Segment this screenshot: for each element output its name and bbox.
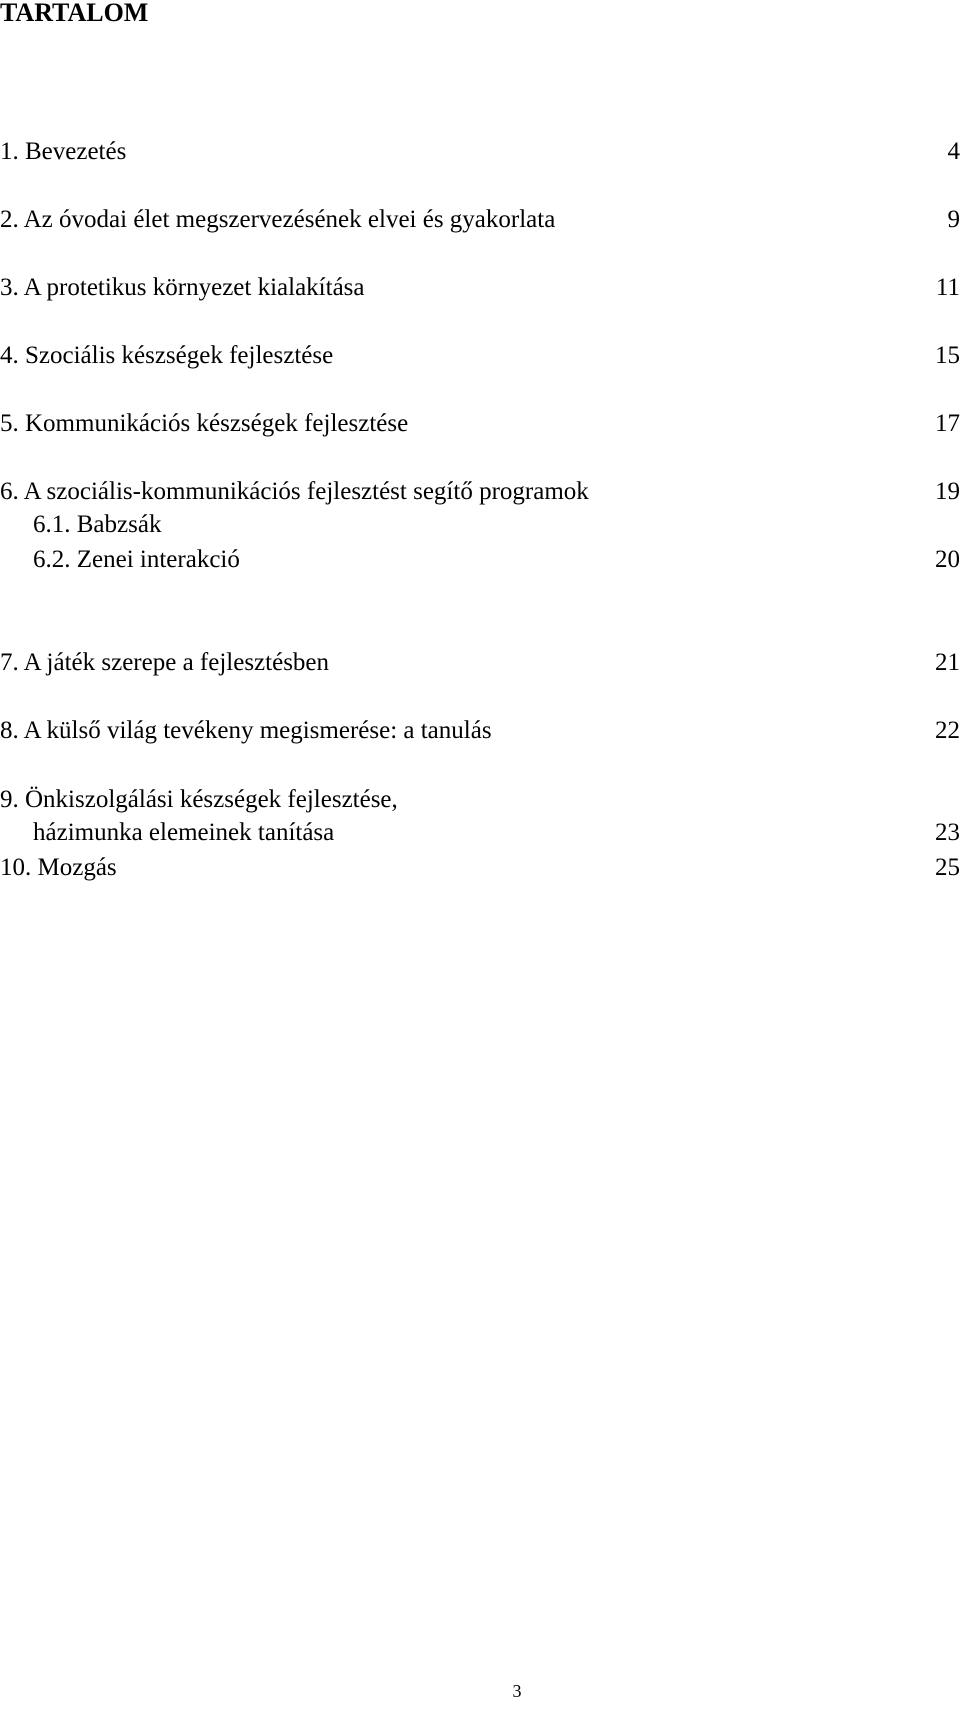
toc-entry-label: 8. A külső világ tevékeny megismerése: a tanulás <box>0 717 492 744</box>
toc-subentry <box>0 510 960 540</box>
page-number: 3 <box>512 1681 522 1701</box>
toc-entry-page: 19 <box>935 478 960 505</box>
toc-subentry <box>0 545 960 575</box>
toc-entry-label: 4. Szociális készségek fejlesztése <box>0 342 334 369</box>
toc-entry <box>0 716 960 746</box>
toc-entry-page: 11 <box>935 274 960 301</box>
toc-entry-page: 20 <box>935 546 960 573</box>
toc-entry-label: 6. A szociális-kommunikációs fejlesztést segítő programok <box>0 478 589 505</box>
toc-entry-label: 6.2. Zenei interakció <box>33 546 240 573</box>
toc-entry-label: 10. Mozgás <box>0 854 117 881</box>
toc-entry <box>0 648 960 678</box>
toc-entry <box>0 137 960 167</box>
toc-entry-page: 23 <box>935 819 960 846</box>
toc-entry-label: 5. Kommunikációs készségek fejlesztése <box>0 410 409 437</box>
toc-entry <box>0 477 960 507</box>
toc-title: TARTALOM <box>0 0 149 27</box>
toc-entry-page: 9 <box>947 206 960 233</box>
toc-entry <box>0 853 960 883</box>
toc-entry-page: 15 <box>935 342 960 369</box>
toc-entry <box>0 341 960 371</box>
toc-entry <box>0 409 960 439</box>
toc-entry-page: 21 <box>935 649 960 676</box>
toc-entry-page: 17 <box>935 410 960 437</box>
toc-entry <box>0 785 960 815</box>
toc-entry-continuation <box>0 818 960 848</box>
toc-entry-label: 9. Önkiszolgálási készségek fejlesztése, <box>0 786 398 813</box>
toc-entry-page: 25 <box>935 854 960 881</box>
toc-entry-page: 22 <box>935 717 960 744</box>
toc-entry <box>0 205 960 235</box>
toc-entry-label: 6.1. Babzsák <box>33 511 162 538</box>
toc-entry-label: 3. A protetikus környezet kialakítása <box>0 274 365 301</box>
toc-entry-label: 7. A játék szerepe a fejlesztésben <box>0 649 330 676</box>
toc-entry-label: házimunka elemeinek tanítása <box>33 819 335 846</box>
toc-entry-label: 1. Bevezetés <box>0 138 127 165</box>
toc-entry-page: 4 <box>947 138 960 165</box>
toc-entry-label: 2. Az óvodai élet megszervezésének elvei és gyakorlata <box>0 206 556 233</box>
toc-entry <box>0 273 960 303</box>
